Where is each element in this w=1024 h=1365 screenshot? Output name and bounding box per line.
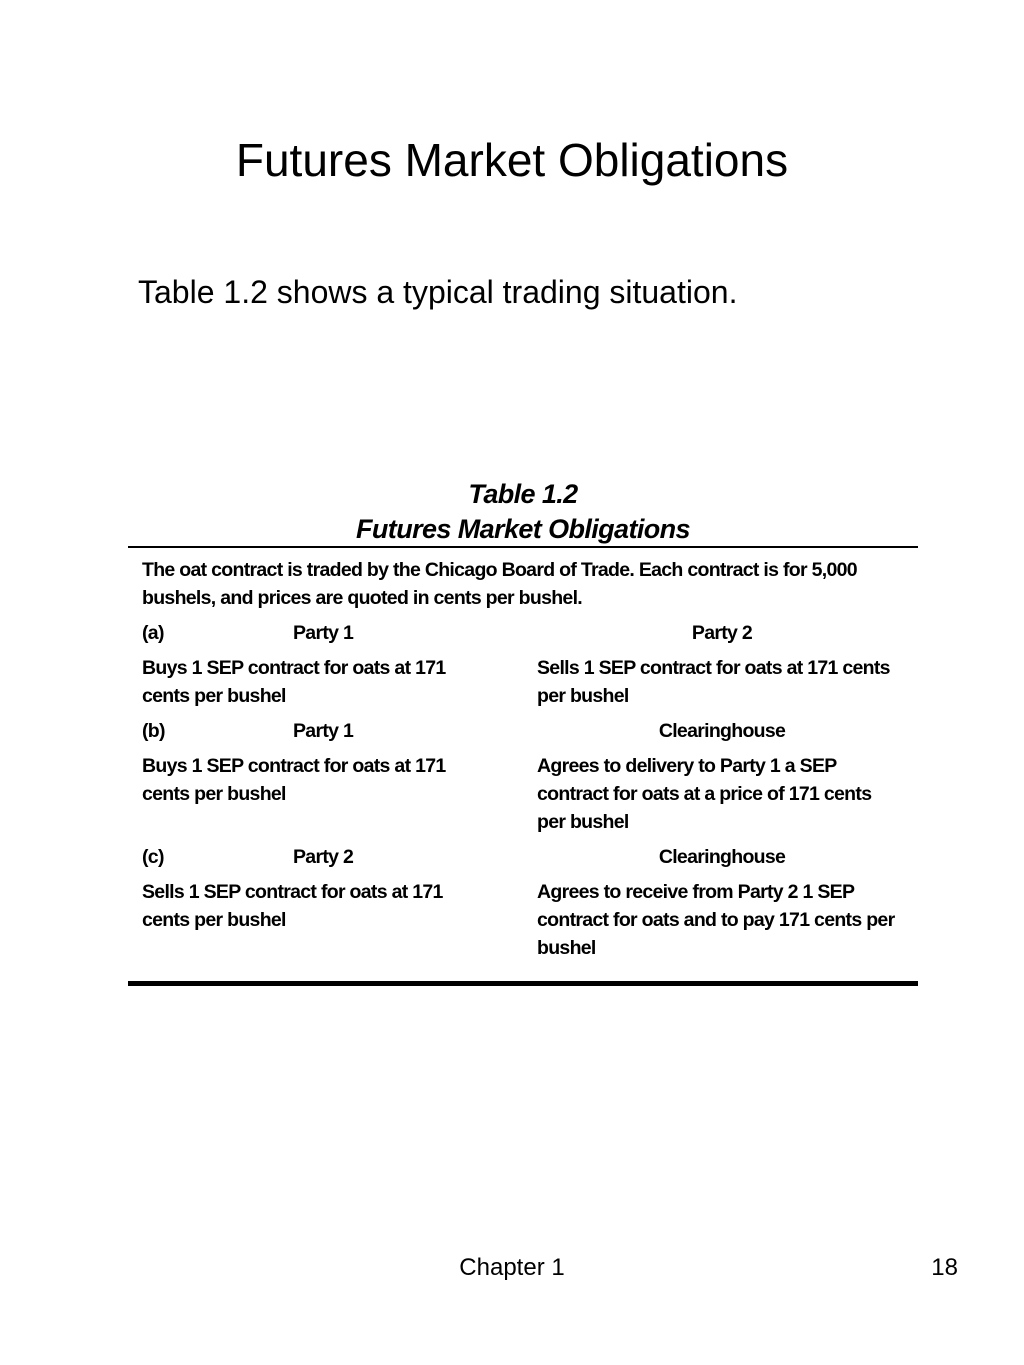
- case-label: (a): [142, 622, 164, 644]
- case-body-row: [142, 654, 912, 710]
- left-party-heading: Party 1: [293, 720, 354, 742]
- left-party-action: Buys 1 SEP contract for oats at 171 cents per bushel: [142, 657, 446, 707]
- left-party-heading: Party 1: [293, 622, 354, 644]
- right-party-action: Agrees to delivery to Party 1 a SEP contract for oats at a price of 171 cents per bushel: [537, 755, 872, 833]
- left-party-action: Sells 1 SEP contract for oats at 171 cents per bushel: [142, 881, 443, 931]
- case-header-row: [142, 843, 912, 871]
- left-party-heading: Party 2: [293, 846, 354, 868]
- right-party-action: Agrees to receive from Party 2 1 SEP contract for oats and to pay 171 cents per bushel: [537, 881, 895, 959]
- right-party-heading: Party 2: [691, 622, 753, 644]
- right-party-action: Sells 1 SEP contract for oats at 171 cents per bushel: [537, 657, 890, 707]
- table-top-rule: [128, 546, 918, 548]
- table-number: Table 1.2: [468, 479, 578, 509]
- case-body-row: [142, 878, 912, 962]
- left-party-action: Buys 1 SEP contract for oats at 171 cents per bushel: [142, 755, 446, 805]
- table-note: The oat contract is traded by the Chicago Board of Trade. Each contract is for 5,000 bushels, and prices are quoted in cents per bushel.: [142, 559, 857, 609]
- slide-title: Futures Market Obligations: [235, 134, 789, 186]
- case-body-row: [142, 752, 912, 836]
- table-title: Futures Market Obligations: [356, 514, 690, 544]
- footer-page-number: 18: [931, 1254, 958, 1281]
- case-label: (b): [142, 720, 165, 742]
- case-header-row: [142, 619, 912, 647]
- right-party-heading: Clearinghouse: [658, 720, 786, 742]
- case-label: (c): [142, 846, 164, 868]
- case-header-row: [142, 717, 912, 745]
- obligations-table: [142, 556, 912, 969]
- table-bottom-rule: [128, 981, 918, 986]
- slide-bullet-text: Table 1.2 shows a typical trading situation.: [138, 274, 738, 310]
- footer-chapter: Chapter 1: [459, 1254, 565, 1281]
- right-party-heading: Clearinghouse: [658, 846, 786, 868]
- table-caption: [128, 477, 918, 547]
